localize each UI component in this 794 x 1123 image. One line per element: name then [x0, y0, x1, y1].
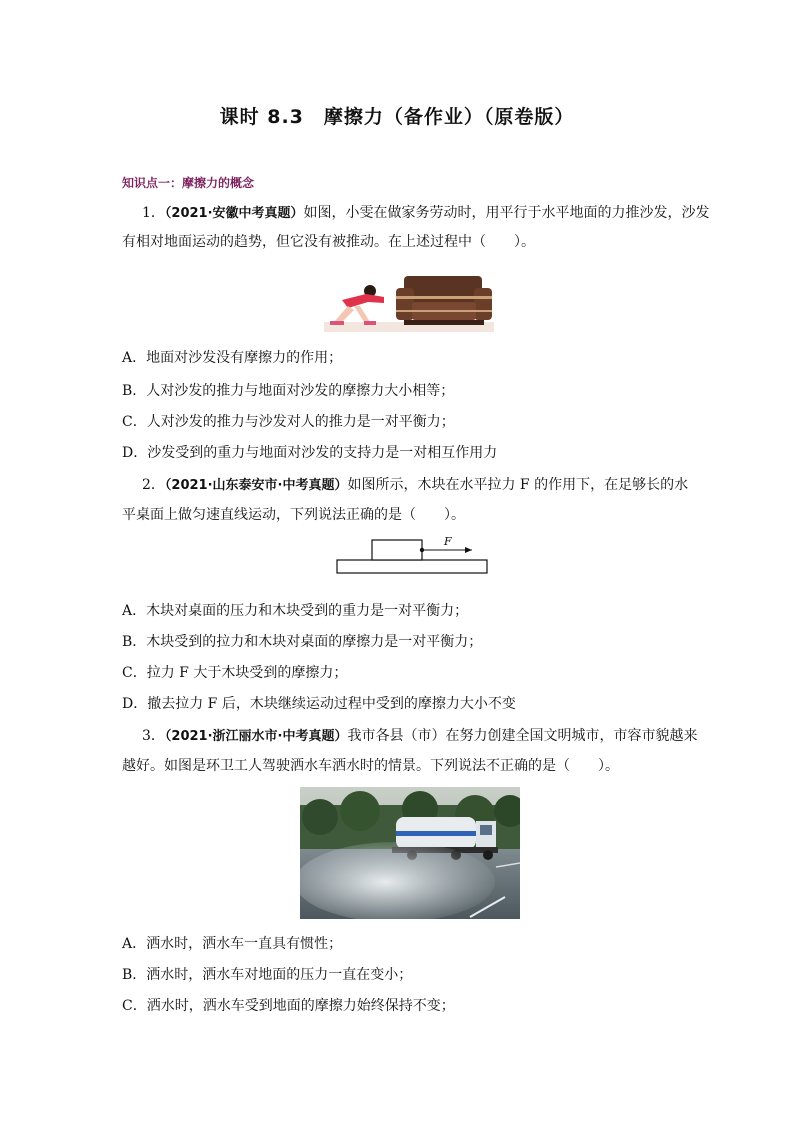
q1-number: 1． [142, 205, 165, 221]
q1-text-line1: 如图，小雯在做家务劳动时，用平行于水平地面的力推沙发，沙发 [303, 205, 710, 221]
q1-source: （2021·安徽中考真题） [164, 206, 304, 221]
q2-source: （2021·山东泰安市·中考真题） [164, 478, 348, 493]
q3-source: （2021·浙江丽水市·中考真题） [164, 729, 348, 744]
q1-option-b: B．人对沙发的推力与地面对沙发的摩擦力大小相等； [122, 383, 455, 399]
q2-option-c: C．拉力 F 大于木块受到的摩擦力； [122, 665, 348, 681]
wooden-block [372, 540, 422, 560]
sofa-back [404, 276, 482, 306]
q3-number: 3． [142, 728, 165, 744]
q3-text-line2: 越好。如图是环卫工人驾驶洒水车洒水时的情景。下列说法不正确的是（ ）。 [122, 758, 619, 774]
page-title: 课时 8.3 摩擦力（备作业）（原卷版） [219, 106, 575, 128]
q2-text-line1: 如图所示，木块在水平拉力 F 的作用下，在足够长的水 [347, 477, 689, 493]
q3-option-c: C．洒水时，洒水车受到地面的摩擦力始终保持不变； [122, 998, 455, 1014]
q1-stem-line1 [142, 203, 732, 224]
q2-block-figure [334, 534, 490, 578]
q1-text-line2: 有相对地面运动的趋势，但它没有被推动。在上述过程中（ ）。 [122, 234, 535, 250]
q2-option-b: B．木块受到的拉力和木块对桌面的摩擦力是一对平衡力； [122, 634, 483, 650]
q1-option-c: C．人对沙发的推力与沙发对人的推力是一对平衡力； [122, 414, 455, 430]
force-arrow-icon [465, 547, 472, 553]
section-label: 知识点一：摩擦力的概念 [122, 176, 255, 190]
q2-option-a: A．木块对桌面的压力和木块受到的重力是一对平衡力； [122, 603, 469, 619]
q2-text-line2: 平桌面上做匀速直线运动，下列说法正确的是（ ）。 [122, 507, 465, 523]
q1-option-a: A．地面对沙发没有摩擦力的作用； [122, 350, 343, 366]
q2-stem-line1 [142, 475, 732, 496]
q1-sofa-figure [324, 266, 494, 332]
q3-option-a: A．洒水时，洒水车一直具有惯性； [122, 936, 343, 952]
q3-option-b: B．洒水时，洒水车对地面的压力一直在变小； [122, 967, 413, 983]
q2-option-d: D．撤去拉力 F 后，木块继续运动过程中受到的摩擦力大小不变 [122, 696, 516, 712]
table-surface [337, 560, 487, 573]
q3-stem-line1 [142, 726, 732, 747]
q3-text-line1: 我市各县（市）在努力创建全国文明城市，市容市貌越来 [347, 728, 698, 744]
q1-option-d: D．沙发受到的重力与地面对沙发的支持力是一对相互作用力 [122, 445, 498, 461]
q2-number: 2． [142, 477, 165, 493]
q3-sprinkler-truck-photo [300, 787, 520, 919]
force-label: F [444, 535, 452, 548]
